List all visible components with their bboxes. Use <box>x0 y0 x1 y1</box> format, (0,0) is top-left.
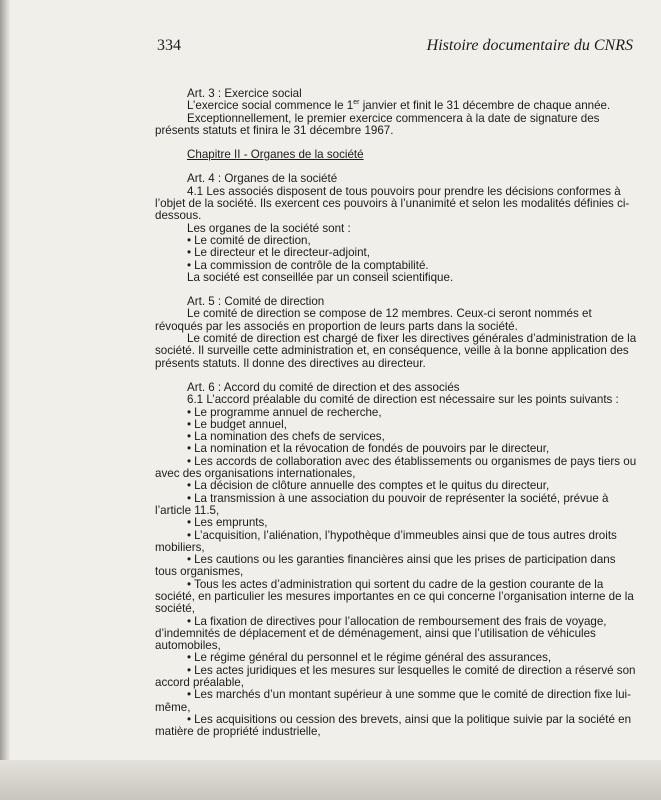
art4-heading: Art. 4 : Organes de la société <box>187 172 338 186</box>
body-text <box>155 88 637 739</box>
page-bottom-edge <box>0 760 661 800</box>
list-item: • Les actes juridiques et les mesures sur lesquelles le comité de direction a réservé son accord préalable, <box>155 663 636 690</box>
bullet-icon: • <box>187 663 192 677</box>
list-item: • Le budget annuel, <box>187 417 287 431</box>
page-number: 334 <box>157 37 181 54</box>
list-item: • Les cautions ou les garanties financières ainsi que les prises de participation dans tous organismes, <box>155 553 616 579</box>
art4-paragraph-3: La société est conseillée par un conseil scientifique. <box>187 270 454 284</box>
chapter-heading: Chapitre II - Organes de la société <box>187 148 364 162</box>
bullet-icon: • <box>187 442 192 456</box>
bullet-icon: • <box>187 577 192 591</box>
bullet-icon: • <box>187 491 192 505</box>
list-item: • La commission de contrôle de la comptabilité. <box>187 258 429 272</box>
bullet-icon: • <box>187 651 192 665</box>
bullet-icon: • <box>187 233 192 247</box>
bullet-icon: • <box>187 246 192 260</box>
bullet-icon: • <box>187 258 192 272</box>
bullet-icon: • <box>187 688 192 702</box>
bullet-icon: • <box>187 712 192 726</box>
running-title: Histoire documentaire du CNRS <box>426 37 633 54</box>
art3-paragraph-1: L’exercice social commence le 1er janvier et finit le 31 décembre de chaque année. <box>187 99 611 113</box>
art5-heading: Art. 5 : Comité de direction <box>187 295 325 309</box>
list-item: • Tous les actes d’administration qui sortent du cadre de la gestion courante de la société, en particulier les mesures importantes en ce qui concerne l’organisation interne de la société, <box>155 577 634 616</box>
bullet-icon: • <box>187 553 192 567</box>
list-item: • La décision de clôture annuelle des comptes et le quitus du directeur, <box>187 479 550 493</box>
bullet-icon: • <box>187 417 192 431</box>
list-item: • Les accords de collaboration avec des établissements ou organismes de pays tiers ou avec des organisations internationales, <box>155 454 637 481</box>
art4-paragraph-1: 4.1 Les associés disposent de tous pouvoirs pour prendre les décisions conformes à l’objet de la société. Ils exercent ces pouvoirs à l’unanimité et selon les modalités définies ci-dessous. <box>155 184 630 223</box>
list-item: • Les acquisitions ou cession des brevets, ainsi que la politique suivie par la société en matière de propriété industrielle, <box>155 712 632 739</box>
art4-paragraph-2: Les organes de la société sont : <box>187 221 351 235</box>
bullet-icon: • <box>187 430 192 444</box>
bullet-icon: • <box>187 614 192 628</box>
list-item: • L’acquisition, l’aliénation, l’hypothèque d’immeubles ainsi que de tous autres droits mobiliers, <box>155 528 617 554</box>
art5-paragraph-1: Le comité de direction se compose de 12 membres. Ceux-ci seront nommés et révoqués par les associés en proportion de leurs parts dans la société. <box>155 307 592 333</box>
bullet-icon: • <box>187 528 192 542</box>
art5-paragraph-2: Le comité de direction est chargé de fixer les directives générales d’administration de la société. Il surveille cette administration et, en conséquence, veille à la bonne application des présents statuts. Il donne des directives au directeur. <box>155 332 637 370</box>
list-item: • Le régime général du personnel et le régime général des assurances, <box>187 651 552 665</box>
list-item: • Le programme annuel de recherche, <box>187 405 382 419</box>
bullet-icon: • <box>187 405 192 419</box>
art6-paragraph-1: 6.1 L’accord préalable du comité de direction est nécessaire sur les points suivants : <box>187 393 619 407</box>
list-item: • Le comité de direction, <box>187 233 311 247</box>
art6-heading: Art. 6 : Accord du comité de direction et des associés <box>187 380 460 394</box>
list-item: • La nomination et la révocation de fondés de pouvoirs par le directeur, <box>187 442 550 456</box>
bullet-icon: • <box>187 454 192 468</box>
art3-paragraph-2: Exceptionnellement, le premier exercice commencera à la date de signature des présents statuts et finira le 31 décembre 1967. <box>155 111 600 137</box>
list-item: • La nomination des chefs de services, <box>187 430 385 444</box>
bullet-icon: • <box>187 479 192 493</box>
list-item: • Les marchés d’un montant supérieur à une somme que le comité de direction fixe lui-même, <box>155 688 631 714</box>
list-item: • Le directeur et le directeur-adjoint, <box>187 246 370 260</box>
list-item: • Les emprunts, <box>187 516 268 530</box>
binding-shadow <box>0 0 10 800</box>
list-item: • La transmission à une association du pouvoir de représenter la société, prévue à l’article 11.5, <box>155 491 609 517</box>
list-item: • La fixation de directives pour l’allocation de remboursement des frais de voyage, d’indemnités de déplacement et de déménagement, ainsi que l’utilisation de véhicules automobiles, <box>155 614 607 653</box>
art3-heading: Art. 3 : Exercice social <box>187 87 302 100</box>
bullet-icon: • <box>187 516 192 530</box>
